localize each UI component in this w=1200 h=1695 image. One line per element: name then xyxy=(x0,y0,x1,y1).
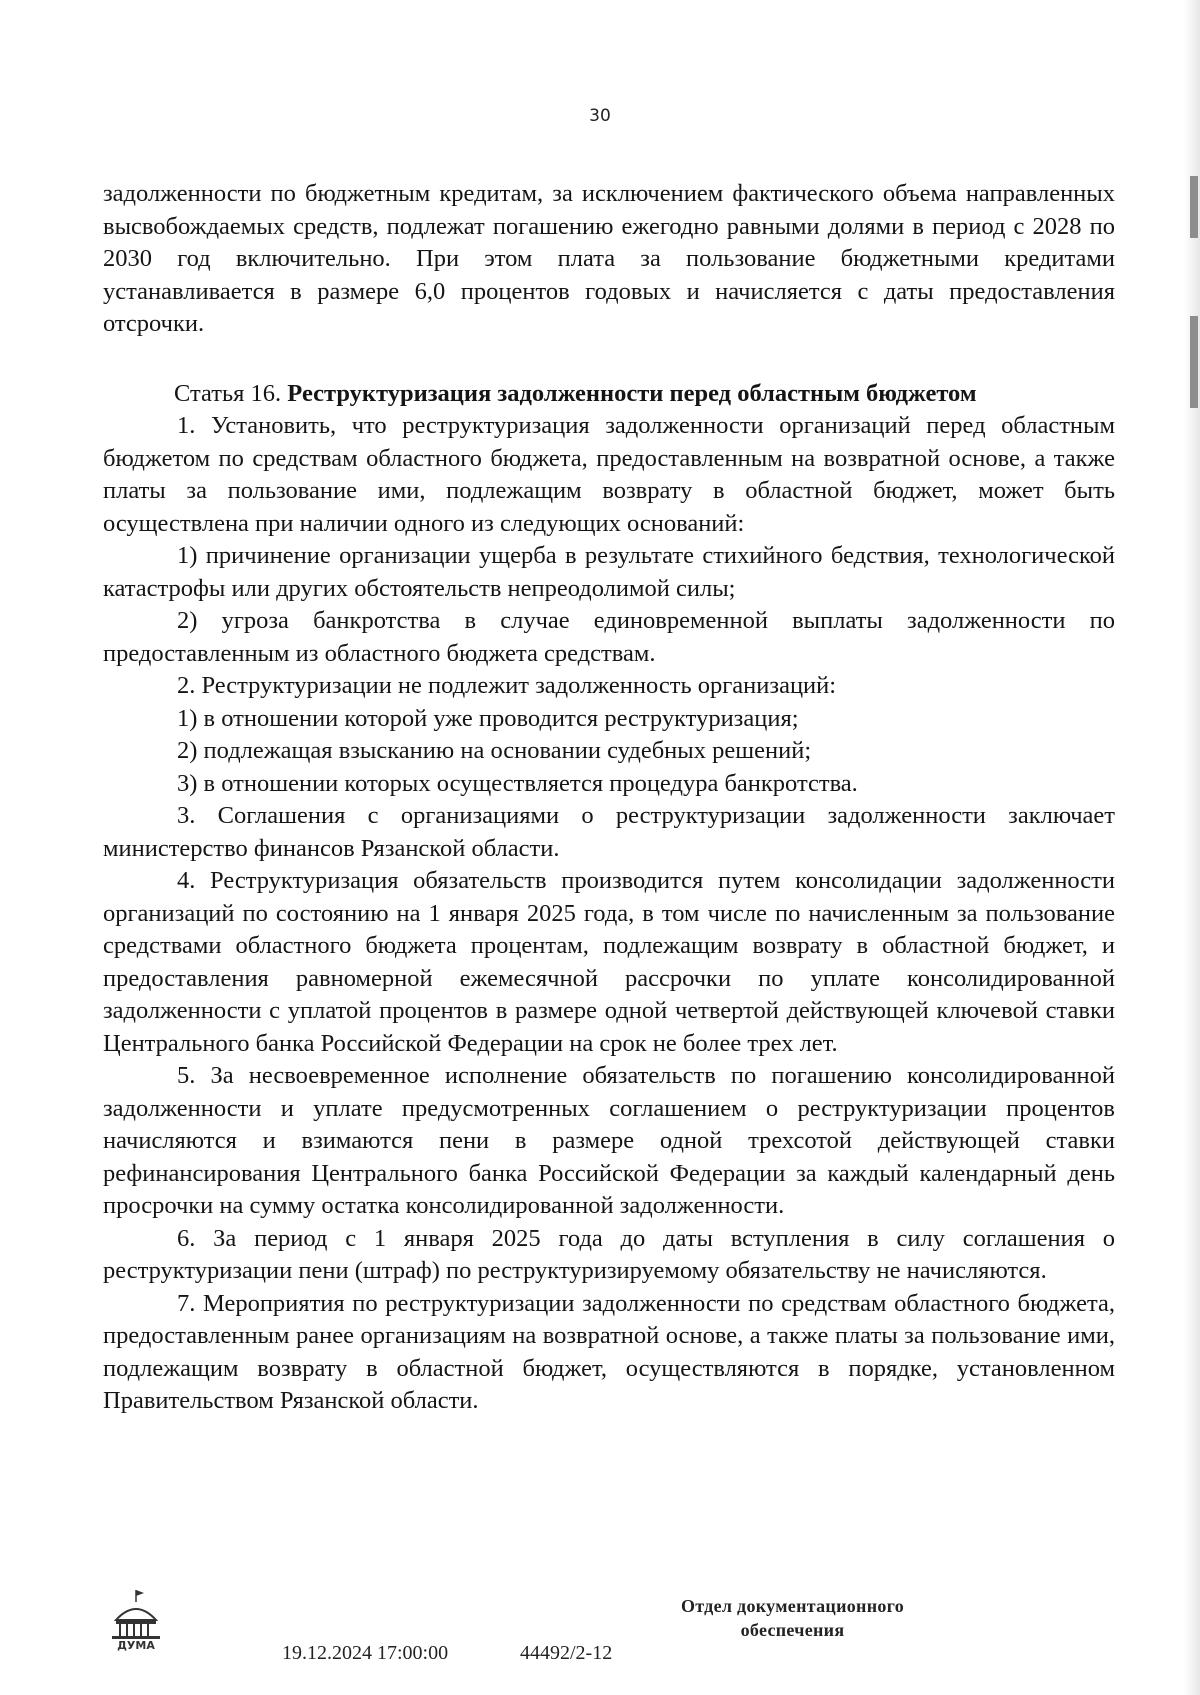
department-line: обеспечения xyxy=(740,1620,845,1640)
article-heading xyxy=(103,378,1115,411)
paragraph: 5. За несвоевременное исполнение обязательств по погашению консолидированной задолженности и уплате предусмотренных соглашением о реструктуризации процентов начисляются и взимаются пени в размере одной трехсотой действующей ставки рефинансирования Центрального банка Российской Федерации за каждый календарный день просрочки на сумму остатка консолидированной задолженности. xyxy=(103,1062,1115,1219)
logo-text: ДУМА xyxy=(117,1639,155,1652)
paragraph: 1) в отношении которой уже проводится реструктуризация; xyxy=(177,704,799,732)
scan-mark xyxy=(1190,316,1198,408)
paragraph: 7. Мероприятия по реструктуризации задолженности по средствам областного бюджета, предоставленным ранее организациям на возвратной основе, а также платы за пользование ими, подлежащим возврату в областной бюджет, осуществляются в порядке, установленном Правительством Рязанской области. xyxy=(103,1289,1115,1414)
paragraph: 4. Реструктуризация обязательств производится путем консолидации задолженности организаций по состоянию на 1 января 2025 года, в том числе по начисленным за пользование средствами областного бюджета процентам, подлежащим возврату в областной бюджет, и предоставления равномерной ежемесячной рассрочки по уплате консолидированной задолженности с уплатой процентов в размере одной четвертой действующей ключевой ставки Центрального банка Российской Федерации на срок не более трех лет. xyxy=(103,867,1115,1057)
paragraph: 2) подлежащая взысканию на основании судебных решений; xyxy=(177,737,812,764)
scan-edge-strip xyxy=(1184,0,1200,1695)
department-line: Отдел документационного xyxy=(680,1596,905,1616)
article-title: Реструктуризация задолженности перед областным бюджетом xyxy=(287,379,977,407)
paragraph: 2) угроза банкротства в случае единовременной выплаты задолженности по предоставленным из областного бюджета средствам. xyxy=(103,607,1115,667)
document-body xyxy=(103,178,1115,1418)
paragraph: 1) причинение организации ущерба в результате стихийного бедствия, технологической катастрофы или других обстоятельств непреодолимой силы; xyxy=(103,542,1115,602)
paragraph: 1. Установить, что реструктуризация задолженности организаций перед областным бюджетом по средствам областного бюджета, предоставленным на возвратной основе, а также платы за пользование ими, подлежащим возврату в областной бюджет, может быть осуществлена при наличии одного из следующих оснований: xyxy=(103,412,1115,537)
paragraph-continuation: задолженности по бюджетным кредитам, за исключением фактического объема направленных высвобождаемых средств, подлежат погашению ежегодно равными долями в период с 2028 по 2030 год включительно. При этом плата за пользование бюджетными кредитами устанавливается в размере 6,0 процентов годовых и начисляется с даты предоставления отсрочки. xyxy=(103,180,1115,337)
footer-doc-number: 44492/2-12 xyxy=(520,1642,613,1664)
paragraph: 3) в отношении которых осуществляется процедура банкротства. xyxy=(177,769,858,797)
footer-datetime: 19.12.2024 17:00:00 xyxy=(282,1642,449,1664)
duma-logo-icon xyxy=(108,1588,164,1652)
page-number: 30 xyxy=(589,106,611,126)
paragraph: 3. Соглашения с организациями о реструктуризации задолженности заключает министерство финансов Рязанской области. xyxy=(103,802,1115,862)
footer-department xyxy=(680,1594,905,1642)
scan-mark xyxy=(1190,176,1198,238)
paragraph: 2. Реструктуризации не подлежит задолженность организаций: xyxy=(177,672,837,699)
paragraph: 6. За период с 1 января 2025 года до даты вступления в силу соглашения о реструктуризации пени (штраф) по реструктуризируемому обязательству не начисляются. xyxy=(103,1224,1115,1284)
article-prefix: Статья 16. xyxy=(174,379,282,407)
